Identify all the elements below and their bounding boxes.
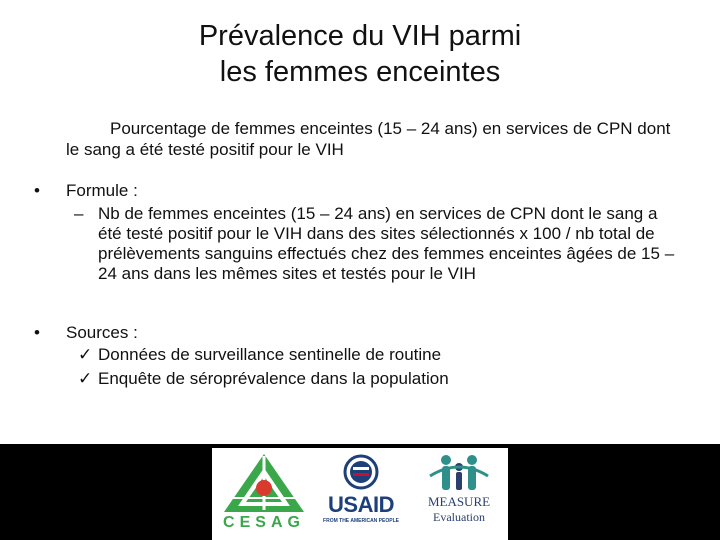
- people-icon: [416, 452, 502, 492]
- checkmark-icon: ✓: [78, 369, 93, 388]
- bullet-dot: •: [34, 323, 40, 342]
- source-text: Enquête de séroprévalence dans la population: [98, 369, 449, 388]
- slide-title: [0, 18, 720, 90]
- cesag-emblem-icon: [222, 452, 306, 514]
- sources-label: Sources :: [66, 323, 138, 342]
- source-item: [78, 344, 441, 366]
- usaid-wordmark: USAID: [328, 492, 394, 517]
- source-item: [78, 368, 449, 390]
- checkmark-icon: ✓: [78, 345, 93, 364]
- usaid-seal-icon: [318, 454, 404, 490]
- cesag-logo: [222, 452, 306, 536]
- usaid-logo: [318, 454, 404, 536]
- evaluation-wordmark: Evaluation: [433, 510, 485, 524]
- indicator-definition: Pourcentage de femmes enceintes (15 – 24 ans) en services de CPN dont le sang a été testé positif pour le VIH: [66, 119, 671, 159]
- formula-label: Formule :: [66, 181, 138, 200]
- logo-panel: [212, 448, 508, 540]
- usaid-tagline: FROM THE AMERICAN PEOPLE: [323, 518, 399, 524]
- dash-marker: –: [74, 204, 84, 223]
- slide-title-line-2: les femmes enceintes: [219, 56, 501, 88]
- source-text: Données de surveillance sentinelle de routine: [98, 345, 442, 364]
- bullet-dot: •: [34, 181, 40, 200]
- formula-text: Nb de femmes enceintes (15 – 24 ans) en services de CPN dont le sang a été testé positif pour le VIH dans des sites sélectionnés x 100 / nb total de prélèvements sanguins effectués chez des femmes enceintes âgées de 15 – 24 ans dans les mêmes sites et testés pour le VIH: [98, 204, 675, 283]
- measure-wordmark: MEASURE: [427, 494, 491, 509]
- measure-evaluation-logo: [416, 452, 502, 536]
- slide-title-line-1: Prévalence du VIH parmi: [198, 20, 522, 52]
- cesag-wordmark: CESAG: [223, 514, 305, 531]
